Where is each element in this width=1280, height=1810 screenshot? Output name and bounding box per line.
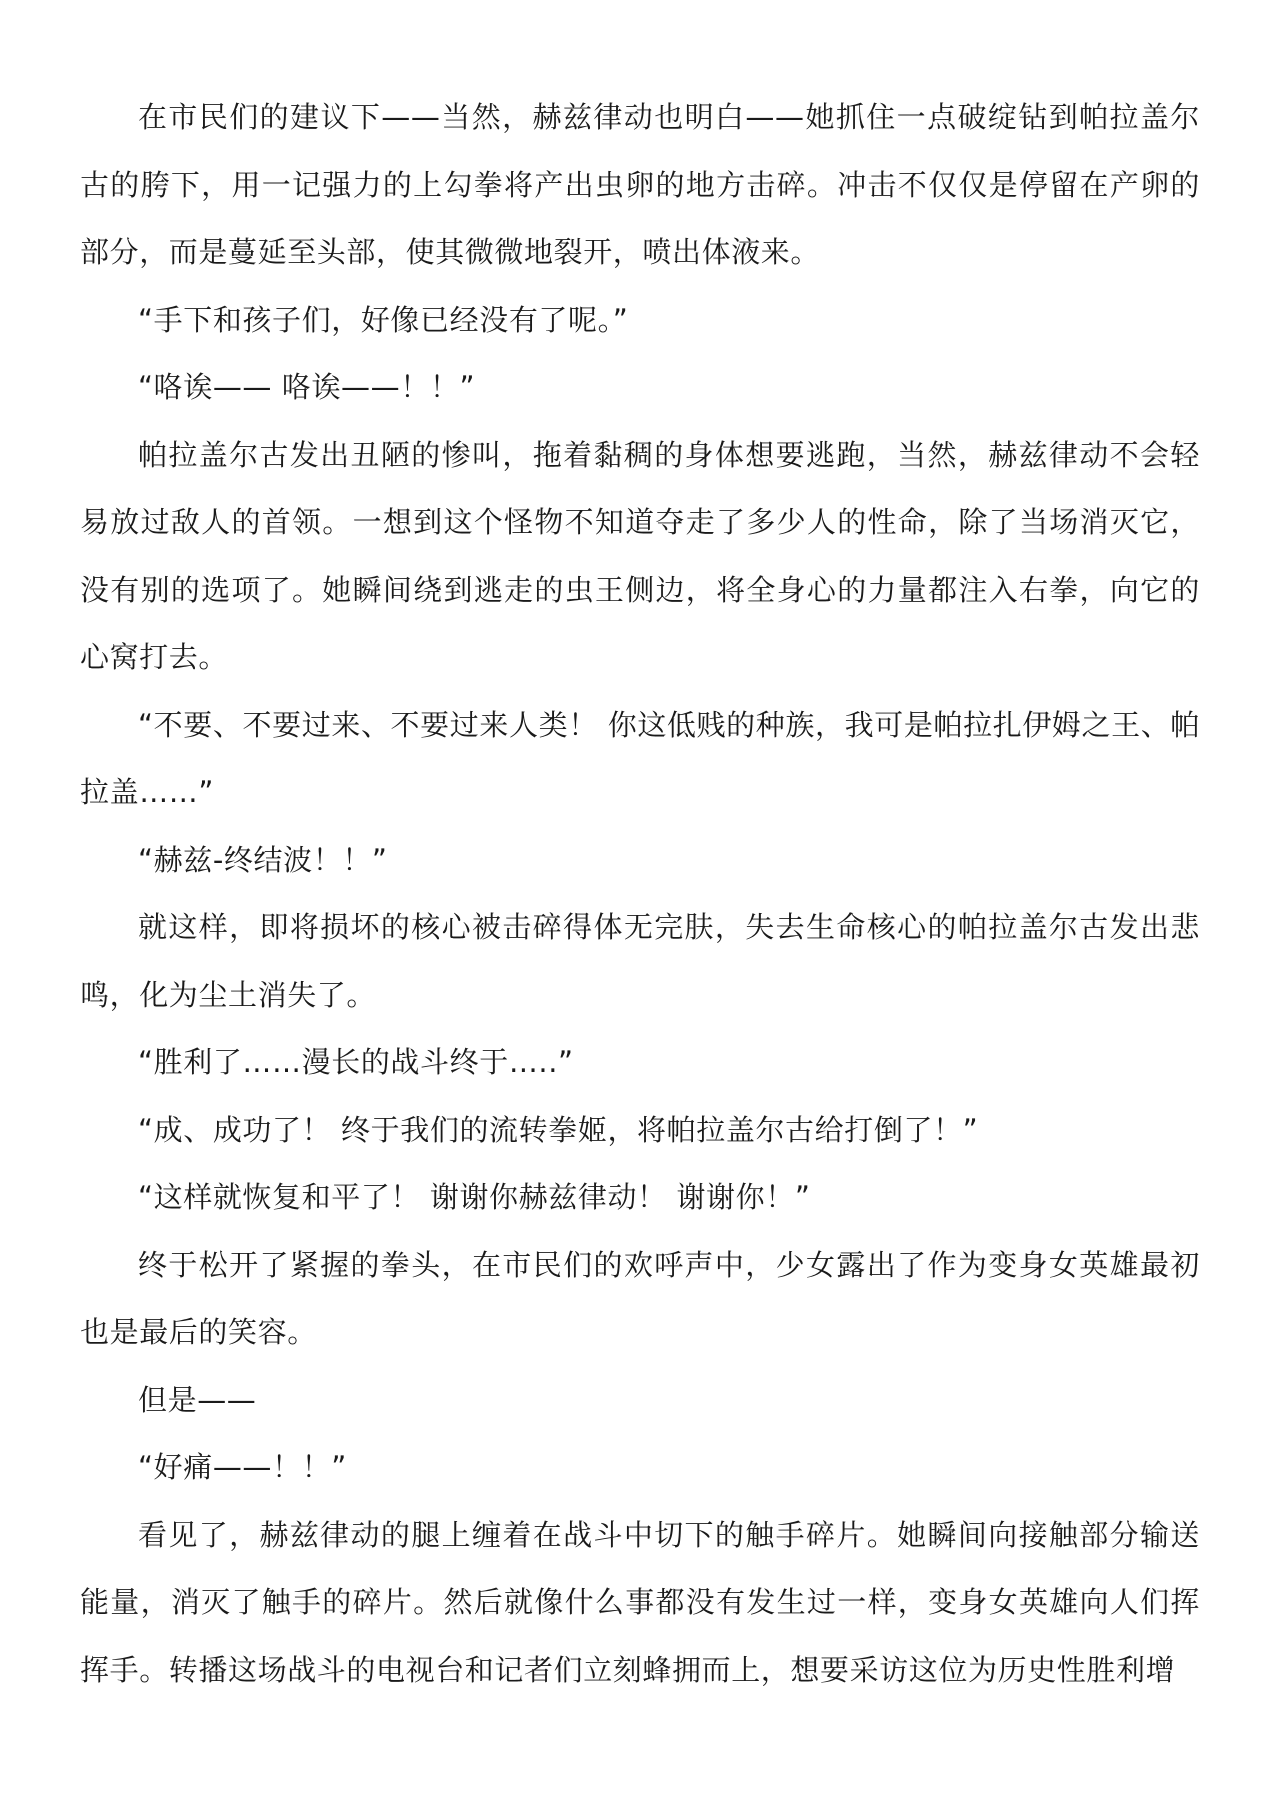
paragraph: “不要、不要过来、不要过来人类！ 你这低贱的种族，我可是帕拉扎伊姆之王、帕拉盖……” <box>80 707 1200 809</box>
paragraph: “成、成功了！ 终于我们的流转拳姬，将帕拉盖尔古给打倒了！” <box>138 1112 979 1147</box>
paragraph: 就这样，即将损坏的核心被击碎得体无完肤，失去生命核心的帕拉盖尔古发出悲鸣，化为尘土消失了。 <box>80 910 1200 1012</box>
document-page <box>80 84 1200 1704</box>
paragraph: “赫兹-终结波！！” <box>138 842 388 877</box>
paragraph: 在市民们的建议下——当然，赫兹律动也明白——她抓住一点破绽钻到帕拉盖尔古的胯下，用一记强力的上勾拳将产出虫卵的地方击碎。冲击不仅仅是停留在产卵的部分，而是蔓延至头部，使其微微地裂开，喷出体液来。 <box>80 100 1200 269</box>
paragraph: “胜利了……漫长的战斗终于…..” <box>138 1045 574 1079</box>
paragraph: 但是—— <box>138 1382 257 1417</box>
paragraph: “这样就恢复和平了！ 谢谢你赫兹律动！ 谢谢你！” <box>138 1180 811 1214</box>
paragraph: 终于松开了紧握的拳头，在市民们的欢呼声中，少女露出了作为变身女英雄最初也是最后的笑容。 <box>80 1247 1200 1349</box>
paragraph: “咯诶—— 咯诶——！！” <box>138 370 476 404</box>
paragraph: “手下和孩子们，好像已经没有了呢。” <box>138 302 629 337</box>
paragraph: “好痛——！！” <box>138 1450 347 1484</box>
paragraph: 帕拉盖尔古发出丑陋的惨叫，拖着黏稠的身体想要逃跑，当然，赫兹律动不会轻易放过敌人的首领。一想到这个怪物不知道夺走了多少人的性命，除了当场消灭它，没有别的选项了。她瞬间绕到逃走的虫王侧边，将全身心的力量都注入右拳，向它的心窝打去。 <box>80 437 1200 674</box>
paragraph: 看见了，赫兹律动的腿上缠着在战斗中切下的触手碎片。她瞬间向接触部分输送能量，消灭了触手的碎片。然后就像什么事都没有发生过一样，变身女英雄向人们挥挥手。转播这场战斗的电视台和记者们立刻蜂拥而上，想要采访这位为历史性胜利增 <box>80 1517 1200 1687</box>
